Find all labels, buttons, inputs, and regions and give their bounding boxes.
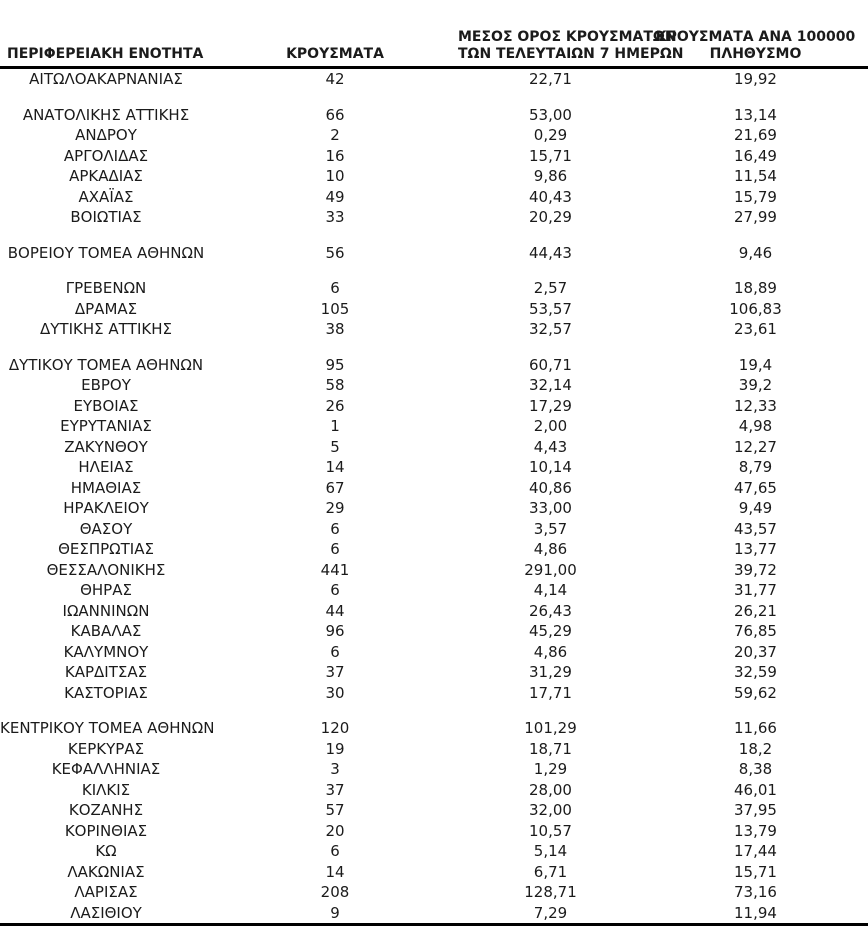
region-cell: ΘΗΡΑΣ — [80, 581, 132, 599]
per100k-cell: 21,69 — [734, 126, 777, 144]
per100k-cell: 11,66 — [734, 719, 777, 737]
cases-cell: 29 — [325, 499, 345, 517]
avg7-cell: 7,29 — [533, 903, 568, 922]
cases-cell: 3 — [330, 760, 340, 778]
per100k-cell: 11,54 — [734, 167, 777, 185]
per100k-cell: 13,77 — [734, 540, 777, 558]
table-row — [0, 278, 868, 299]
cases-cell: 49 — [325, 187, 345, 206]
per100k-cell: 18,89 — [734, 279, 777, 297]
table-row — [0, 903, 868, 925]
table-row — [0, 146, 868, 167]
table-row — [0, 718, 868, 739]
avg7-cell: 28,00 — [529, 780, 572, 799]
avg7-cell: 2,00 — [533, 417, 568, 435]
avg7-cell: 60,71 — [529, 355, 572, 374]
cases-cell: 6 — [330, 842, 340, 860]
avg7-cell: 32,00 — [529, 801, 572, 819]
per100k-cell: 39,72 — [734, 560, 777, 579]
per100k-cell: 39,2 — [738, 376, 773, 394]
region-cell: ΕΥΒΟΙΑΣ — [73, 396, 139, 415]
per100k-cell: 26,21 — [734, 601, 777, 620]
cases-cell: 67 — [325, 478, 345, 497]
avg7-cell: 45,29 — [529, 622, 572, 640]
region-cell: ΚΑΡΔΙΤΣΑΣ — [64, 663, 148, 681]
table-row — [0, 105, 868, 126]
table-row — [0, 243, 868, 264]
per100k-cell: 19,92 — [734, 70, 777, 88]
cases-cell: 37 — [325, 780, 345, 799]
per100k-cell: 27,99 — [734, 208, 777, 226]
cases-cell: 9 — [330, 903, 340, 922]
per100k-cell: 9,49 — [738, 499, 773, 517]
region-cell: ΑΡΚΑΔΙΑΣ — [69, 167, 143, 185]
region-cell: ΗΡΑΚΛΕΙΟΥ — [63, 499, 149, 517]
per100k-cell: 73,16 — [734, 883, 777, 901]
region-cell: ΙΩΑΝΝΙΝΩΝ — [62, 601, 150, 620]
avg7-cell: 33,00 — [529, 499, 572, 517]
table-row — [0, 437, 868, 458]
avg7-cell: 44,43 — [529, 243, 572, 262]
per100k-cell: 18,2 — [738, 739, 773, 758]
table-row — [0, 862, 868, 883]
spacer-cell — [0, 90, 868, 105]
cases-cell: 6 — [330, 581, 340, 599]
region-cell: ΔΡΑΜΑΣ — [74, 299, 138, 318]
cases-cell: 105 — [320, 299, 350, 318]
cases-cell: 14 — [325, 458, 345, 476]
region-cell: ΛΑΚΩΝΙΑΣ — [67, 862, 145, 881]
cases-cell: 26 — [325, 396, 345, 415]
column-header-line: ΚΡΟΥΣΜΑΤΑ — [286, 46, 384, 62]
spacer-row — [0, 263, 868, 278]
avg7-cell: 40,43 — [529, 187, 572, 206]
region-cell: ΘΕΣΠΡΩΤΙΑΣ — [58, 540, 154, 558]
avg7-cell: 291,00 — [524, 560, 577, 579]
region-cell: ΕΒΡΟΥ — [81, 376, 131, 394]
per100k-cell: 9,46 — [738, 243, 773, 262]
table-row — [0, 166, 868, 187]
region-cell: ΑΙΤΩΛΟΑΚΑΡΝΑΝΙΑΣ — [29, 70, 183, 88]
avg7-cell: 31,29 — [529, 663, 572, 681]
region-cell: ΒΟΡΕΙΟΥ ΤΟΜΕΑ ΑΘΗΝΩΝ — [7, 243, 205, 262]
region-cell: ΚΑΒΑΛΑΣ — [70, 622, 142, 640]
spacer-cell — [0, 263, 868, 278]
per100k-cell: 15,71 — [734, 862, 777, 881]
avg7-cell: 5,14 — [533, 842, 568, 860]
region-cell: ΚΕΡΚΥΡΑΣ — [67, 739, 145, 758]
cases-cell: 10 — [325, 167, 345, 185]
region-cell: ΚΟΡΙΝΘΙΑΣ — [64, 821, 148, 840]
avg7-cell: 6,71 — [533, 862, 568, 881]
avg7-cell: 4,14 — [533, 581, 568, 599]
avg7-cell: 22,71 — [529, 70, 572, 88]
per100k-cell: 13,14 — [734, 105, 777, 124]
cases-cell: 441 — [320, 560, 350, 579]
avg7-cell: 4,86 — [533, 540, 568, 558]
table-row — [0, 841, 868, 862]
table-row — [0, 355, 868, 376]
avg7-cell: 9,86 — [533, 167, 568, 185]
column-header-line: ΚΡΟΥΣΜΑΤΑ ΑΝΑ 100000 — [655, 29, 856, 45]
cases-cell: 6 — [330, 279, 340, 297]
table-row — [0, 821, 868, 842]
cases-cell: 58 — [325, 376, 345, 394]
cases-cell: 120 — [320, 719, 350, 737]
cases-cell: 6 — [330, 519, 340, 538]
table-row — [0, 662, 868, 683]
region-cell: ΚΕΦΑΛΛΗΝΙΑΣ — [51, 760, 161, 778]
cases-cell: 208 — [320, 883, 350, 901]
region-cell: ΚΟΖΑΝΗΣ — [68, 801, 144, 819]
avg7-cell: 18,71 — [529, 739, 572, 758]
per100k-cell: 11,94 — [734, 903, 777, 922]
table-row — [0, 739, 868, 760]
avg7-cell: 32,14 — [529, 376, 572, 394]
spacer-row — [0, 90, 868, 105]
table-row — [0, 683, 868, 704]
per100k-cell: 15,79 — [734, 187, 777, 206]
table-row — [0, 299, 868, 320]
cases-cell: 96 — [325, 622, 345, 640]
table-row — [0, 187, 868, 208]
table-row — [0, 601, 868, 622]
column-header-line: ΤΩΝ ΤΕΛΕΥΤΑΙΩΝ 7 ΗΜΕΡΩΝ — [458, 46, 684, 62]
avg7-cell: 53,57 — [529, 299, 572, 318]
per100k-cell: 43,57 — [734, 519, 777, 538]
avg7-column-header — [458, 0, 684, 68]
region-column-header — [0, 0, 212, 68]
per100k-cell: 8,38 — [738, 760, 773, 778]
region-cell: ΔΥΤΙΚΗΣ ΑΤΤΙΚΗΣ — [40, 320, 172, 338]
cases-cell: 1 — [330, 417, 340, 435]
table-row — [0, 642, 868, 663]
per100k-cell: 31,77 — [734, 581, 777, 599]
per100k-cell: 76,85 — [734, 622, 777, 640]
region-cell: ΚΙΛΚΙΣ — [81, 780, 131, 799]
per100k-cell: 16,49 — [734, 146, 777, 165]
column-header-line: ΜΕΣΟΣ ΟΡΟΣ ΚΡΟΥΣΜΑΤΩΝ — [458, 29, 677, 45]
avg7-cell: 10,14 — [529, 458, 572, 476]
column-header-line: ΠΛΗΘΥΣΜΟ — [709, 46, 802, 62]
region-cell: ΑΝΔΡΟΥ — [75, 126, 137, 144]
avg7-cell: 32,57 — [529, 320, 572, 338]
table-row — [0, 207, 868, 228]
table-row — [0, 759, 868, 780]
per100k-cell: 19,4 — [738, 355, 773, 374]
header-row — [0, 0, 868, 68]
cases-cell: 37 — [325, 663, 345, 681]
table-row — [0, 580, 868, 601]
cases-cell: 6 — [330, 642, 340, 661]
per100k-cell: 59,62 — [734, 683, 777, 702]
table-row — [0, 800, 868, 821]
region-cell: ΔΥΤΙΚΟΥ ΤΟΜΕΑ ΑΘΗΝΩΝ — [8, 355, 204, 374]
region-cell: ΚΩ — [95, 842, 117, 860]
per100k-cell: 8,79 — [738, 458, 773, 476]
cases-cell: 19 — [325, 739, 345, 758]
cases-cell: 57 — [325, 801, 345, 819]
cases-cell: 95 — [325, 355, 345, 374]
table-row — [0, 882, 868, 903]
avg7-cell: 128,71 — [524, 883, 577, 901]
avg7-cell: 20,29 — [529, 208, 572, 226]
avg7-cell: 10,57 — [529, 821, 572, 840]
table-body — [0, 68, 868, 925]
per100k-cell: 46,01 — [734, 780, 777, 799]
column-header-line: ΠΕΡΙΦΕΡΕΙΑΚΗ ΕΝΟΤΗΤΑ — [7, 46, 204, 62]
region-cell: ΓΡΕΒΕΝΩΝ — [65, 279, 147, 297]
spacer-cell — [0, 228, 868, 243]
avg7-cell: 40,86 — [529, 478, 572, 497]
cases-cell: 20 — [325, 821, 345, 840]
per100k-cell: 106,83 — [729, 299, 782, 318]
per100k-cell: 37,95 — [734, 801, 777, 819]
spacer-row — [0, 703, 868, 718]
cases-cell: 6 — [330, 540, 340, 558]
table-row — [0, 498, 868, 519]
cases-cell: 56 — [325, 243, 345, 262]
table-row — [0, 457, 868, 478]
cases-cell: 2 — [330, 126, 340, 144]
region-cell: ΘΕΣΣΑΛΟΝΙΚΗΣ — [46, 560, 166, 579]
cases-cell: 66 — [325, 105, 345, 124]
region-cell: ΕΥΡΥΤΑΝΙΑΣ — [60, 417, 152, 435]
cases-cell: 42 — [325, 70, 345, 88]
cases-cell: 5 — [330, 437, 340, 456]
region-cell: ΛΑΡΙΣΑΣ — [74, 883, 138, 901]
cases-cell: 38 — [325, 320, 345, 338]
table-row — [0, 416, 868, 437]
spacer-cell — [0, 340, 868, 355]
table-row — [0, 539, 868, 560]
avg7-cell: 17,71 — [529, 683, 572, 702]
per100k-cell: 13,79 — [734, 821, 777, 840]
cases-column-header — [212, 0, 458, 68]
avg7-cell: 4,86 — [533, 642, 568, 661]
per100k-cell: 17,44 — [734, 842, 777, 860]
per100k-cell: 20,37 — [734, 642, 777, 661]
per100k-cell: 12,33 — [734, 396, 777, 415]
region-cell: ΚΕΝΤΡΙΚΟΥ ΤΟΜΕΑ ΑΘΗΝΩΝ — [0, 719, 215, 737]
region-cell: ΘΑΣΟΥ — [79, 519, 133, 538]
spacer-row — [0, 340, 868, 355]
region-cell: ΚΑΛΥΜΝΟΥ — [63, 642, 149, 661]
region-cell: ΖΑΚΥΝΘΟΥ — [64, 437, 148, 456]
cases-cell: 44 — [325, 601, 345, 620]
table-row — [0, 68, 868, 90]
region-cell: ΗΜΑΘΙΑΣ — [70, 478, 142, 497]
table-row — [0, 519, 868, 540]
region-cell: ΛΑΣΙΘΙΟΥ — [70, 903, 142, 922]
per100k-cell: 32,59 — [734, 663, 777, 681]
region-cell: ΑΝΑΤΟΛΙΚΗΣ ΑΤΤΙΚΗΣ — [22, 105, 190, 124]
avg7-cell: 101,29 — [524, 719, 577, 737]
table-row — [0, 375, 868, 396]
table-row — [0, 396, 868, 417]
per100k-cell: 47,65 — [734, 478, 777, 497]
avg7-cell: 2,57 — [533, 279, 568, 297]
region-cell: ΑΧΑΪΑΣ — [78, 187, 134, 206]
cases-cell: 16 — [325, 146, 345, 165]
per100k-cell: 23,61 — [734, 320, 777, 338]
cases-cell: 14 — [325, 862, 345, 881]
avg7-cell: 53,00 — [529, 105, 572, 124]
table-row — [0, 319, 868, 340]
region-cell: ΒΟΙΩΤΙΑΣ — [70, 208, 142, 226]
avg7-cell: 4,43 — [533, 437, 568, 456]
avg7-cell: 3,57 — [533, 519, 568, 538]
table-row — [0, 621, 868, 642]
cases-cell: 30 — [325, 683, 345, 702]
table-row — [0, 125, 868, 146]
table-row — [0, 478, 868, 499]
avg7-cell: 15,71 — [529, 146, 572, 165]
spacer-cell — [0, 703, 868, 718]
table-row — [0, 780, 868, 801]
avg7-cell: 26,43 — [529, 601, 572, 620]
spacer-row — [0, 228, 868, 243]
avg7-cell: 1,29 — [533, 760, 568, 778]
per100k-cell: 4,98 — [738, 417, 773, 435]
region-cell: ΑΡΓΟΛΙΔΑΣ — [63, 146, 149, 165]
per100k-cell: 12,27 — [734, 437, 777, 456]
region-cell: ΚΑΣΤΟΡΙΑΣ — [64, 683, 148, 702]
cases-cell: 33 — [325, 208, 345, 226]
avg7-cell: 0,29 — [533, 126, 568, 144]
avg7-cell: 17,29 — [529, 396, 572, 415]
region-cell: ΗΛΕΙΑΣ — [78, 458, 134, 476]
table-row — [0, 560, 868, 581]
